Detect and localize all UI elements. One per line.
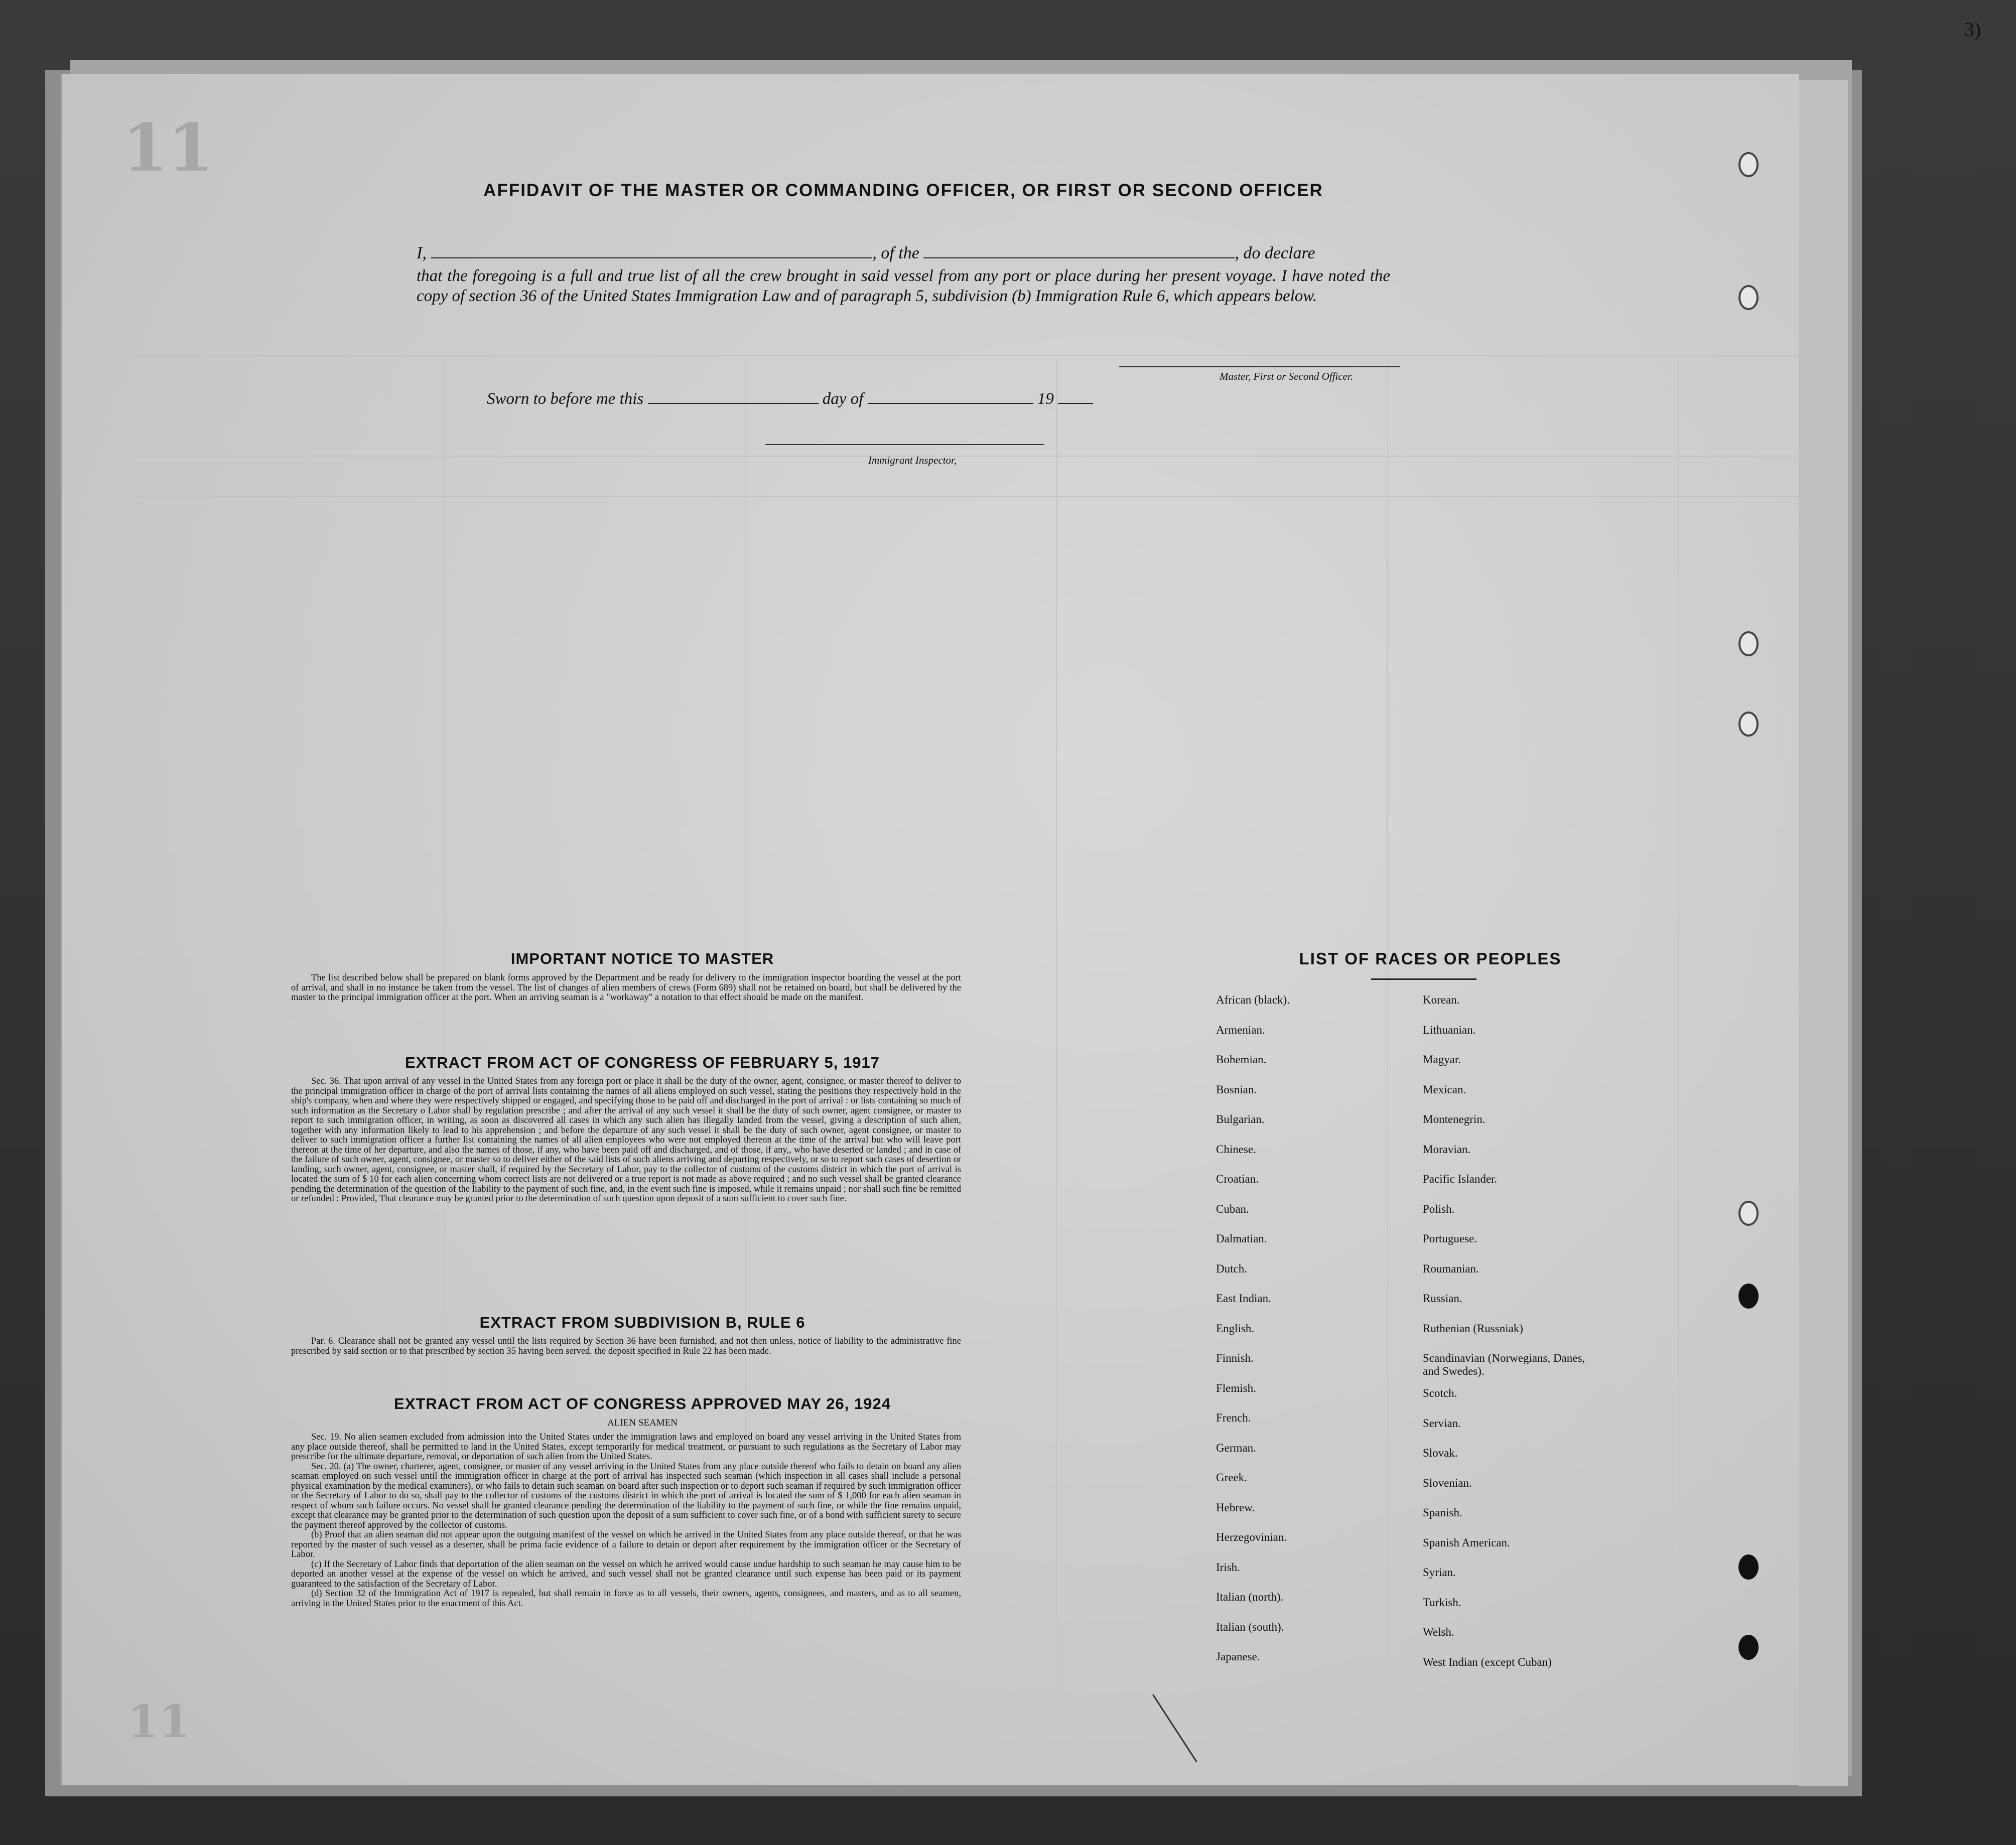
race-item: Spanish.	[1423, 1506, 1462, 1519]
affidavit-declaration-line	[417, 243, 1315, 263]
race-item: Cuban.	[1216, 1202, 1249, 1215]
ghost-rule	[132, 355, 1799, 356]
rule6-title: EXTRACT FROM SUBDIVISION B, RULE 6	[479, 1314, 805, 1331]
race-item: Servian.	[1423, 1416, 1461, 1430]
sworn-year-blank	[1058, 389, 1093, 404]
notice-title: IMPORTANT NOTICE TO MASTER	[510, 950, 774, 967]
races-title-rule	[1371, 978, 1476, 980]
pencil-mark	[1152, 1694, 1197, 1762]
binding-hole	[1738, 631, 1759, 656]
sworn-label: Sworn to before me this	[487, 390, 644, 408]
extract-1917-title: EXTRACT FROM ACT OF CONGRESS OF FEBRUARY 5, 1917	[405, 1054, 880, 1071]
race-item: Magyar.	[1423, 1053, 1461, 1066]
extract-1924-text	[291, 1433, 961, 1609]
race-item: Irish.	[1216, 1560, 1240, 1574]
race-item: Moravian.	[1423, 1143, 1471, 1156]
race-item: Flemish.	[1216, 1381, 1256, 1394]
notice-paragraph: The list described below shall be prepared on blank forms approved by the Department and be ready for delivery to the immigration inspector boarding the vessel at the port of arrival, and shall in no instance be taken from the vessel. The list of changes of alien members of crews (Form 689) shall not be retained on board, but shall be delivered by the master to the principal immigration officer at the port. When an arriving seaman is a "workaway" a notation to that effect should be made on the manifest.	[291, 973, 961, 1003]
sworn-month-blank	[868, 389, 1033, 404]
extract-1917-text	[291, 1077, 961, 1204]
race-item: Portuguese.	[1423, 1232, 1477, 1245]
notice-text	[291, 973, 961, 1003]
binding-hole	[1738, 712, 1759, 737]
master-caption: Master, First or Second Officer.	[1220, 370, 1353, 382]
race-item: Bosnian.	[1216, 1083, 1257, 1096]
affidavit-body: that the foregoing is a full and true list of all the crew brought in said vessel from any port or place during her present voyage. I have noted the copy of section 36 of the United States Immigration Law and of paragraph 5, subdivision (b) Immigration Rule 6, which appears below.	[417, 267, 1390, 305]
race-item: Welsh.	[1423, 1626, 1454, 1638]
race-item: Mexican.	[1423, 1083, 1466, 1096]
race-item: Armenian.	[1216, 1023, 1265, 1036]
extract-1924-title: EXTRACT FROM ACT OF CONGRESS APPROVED MAY 26, 1924	[394, 1395, 891, 1412]
race-item: Chinese.	[1216, 1143, 1256, 1156]
race-item: Japanese.	[1216, 1650, 1260, 1663]
race-item: Hebrew.	[1216, 1501, 1255, 1514]
race-item: Korean.	[1423, 994, 1460, 1006]
section-19-paragraph: Sec. 19. No alien seamen excluded from admission into the United States under the immigration laws and employed on board any vessel arriving in the United States from any place outside thereof, shall be permitted to land in the United States, except temporarily for medical treatment, or pursuant to such regulations as the Secretary of Labor may prescribe for the ultimate departure, removal, or deportation of such alien from the United States.	[291, 1432, 961, 1462]
race-item: Lithuanian.	[1423, 1023, 1476, 1036]
races-left-column	[1216, 994, 1427, 1680]
race-item: Greek.	[1216, 1471, 1247, 1484]
binding-hole	[1738, 1554, 1759, 1580]
inspector-signature-line	[765, 444, 1044, 445]
binding-hole	[1738, 152, 1759, 177]
master-signature-line	[1119, 366, 1400, 367]
sworn-line	[487, 389, 1139, 408]
section-20b-paragraph: (b) Proof that an alien seaman did not appear upon the outgoing manifest of the vessel on which he arrived in the United States from any place outside thereof, or that he was reported by the master of such vessel as a deserter, shall be prima facie evidence of a failure to detain or deport after requirement by the immigration officer or the Secretary of Labor.	[291, 1530, 961, 1559]
section-20a-paragraph: Sec. 20. (a) The owner, charterer, agent, consignee, or master of any vessel arriving in the United States from any place outside thereof who fails to detain on board any alien seaman employed on such vessel until the immigration officer in charge at the port of arrival has inspected such seaman (which inspection in all cases shall include a personal physical examination by the medical examiners), or who fails to detain such seaman on board after such inspection or to deport such seaman if required by such immigration officer or the Secretary of Labor to do so, shall pay to the collector of customs of the customs district in which the port of arrival is located the sum of $ 1,000 for each alien seaman in respect of whom such failure occurs. No vessel shall be granted clearance pending the determination of the liability to the payment of such fine, or while the fine remains unpaid, except that clearance may be granted prior to the determination of such question upon the deposit of a sum sufficient to cover such fine, or of a bond with sufficient surety to secure the payment thereof approved by the collector of customs.	[291, 1461, 961, 1530]
race-item: English.	[1216, 1322, 1255, 1335]
binding-hole	[1738, 1635, 1759, 1660]
race-item: Croatian.	[1216, 1173, 1259, 1185]
race-item: Dalmatian.	[1216, 1232, 1267, 1245]
race-item: Montenegrin.	[1423, 1113, 1486, 1125]
race-item: Scotch.	[1423, 1387, 1457, 1399]
race-item: African (black).	[1216, 994, 1290, 1006]
race-item: Russian.	[1423, 1292, 1462, 1305]
ghost-rule	[132, 496, 1799, 497]
race-item: Scandinavian (Norwegians, Danes, and Swedes).	[1423, 1352, 1585, 1377]
race-item: Syrian.	[1423, 1566, 1456, 1579]
race-item: French.	[1216, 1411, 1251, 1424]
sworn-year: 19	[1037, 390, 1054, 408]
section-20d-paragraph: (d) Section 32 of the Immigration Act of 1917 is repealed, but shall remain in force as to all vessels, their owners, agents, consignees, and masters, and as to all seamen, arriving in the United States prior to the enactment of this Act.	[291, 1589, 961, 1609]
race-item: Turkish.	[1423, 1596, 1461, 1609]
race-item: Italian (south).	[1216, 1620, 1284, 1633]
race-item: Ruthenian (Russniak)	[1423, 1322, 1523, 1335]
race-item: Spanish American.	[1423, 1536, 1510, 1549]
paragraph-6: Par. 6. Clearance shall not be granted any vessel until the lists required by Section 36 have been furnished, and not then unless, notice of liability to the administrative fine prescribed by said section or to that prescribed by section 35 having been served. the deposit specified in Rule 22 has been made.	[291, 1336, 961, 1356]
race-item: Slovak.	[1423, 1447, 1458, 1459]
affidavit-do-declare: , do declare	[1235, 244, 1315, 262]
race-item: Pacific Islander.	[1423, 1173, 1498, 1185]
alien-seamen-subtitle: ALIEN SEAMEN	[607, 1417, 678, 1428]
section-36-paragraph: Sec. 36. That upon arrival of any vessel in the United States from any foreign port or place it shall be the duty of the owner, agent, consignee, or master thereof to deliver to the principal immigration officer in charge of the port of arrival lists containing the names of all aliens employed on such vessel, stating the positions they respectively hold in the ship's company, when and where they were respectively shipped or engaged, and specifying those to be paid off and discharged in the port of arrival : or lists containing so much of such information as the Secretary o Labor shall by regulation prescribe ; and after the arrival of any such vessel it shall be the duty of such owner, agent consignee, or master to report to such immigration officer, in writing, as soon as discovered all cases in which any such alien has illegally landed from the vessel, giving a description of such alien, together with any information likely to lead to his apprehension ; and before the departure of any such vessel it shall be the duty of such owner, agent consignee, or master to deliver to such immigration officer a further list containing the names of all alien employees who were not employed thereon at the time of the arrival but who will leave port thereon at the time of her departure, and also the names of those, if any, who have been paid off and discharged, and of those, if any,, who have deserted or landed ; and in case of the failure of such owner, agent, consignee, or master so to deliver either of the said lists of such aliens arriving and departing respectively, or so to report such cases of desertion or landing, such owner, agent, consignee, or master shall, if required by the Secretary of Labor, pay to the collector of customs of the customs district in which the port of arrival is located the sum of $ 10 for each alien concerning whom correct lists are not delivered or a true report is not made as above required ; and no such vessel shall be granted clearance pending the determination of the question of the liability to the payment of such fine, and, in the event such fine is imposed, while it remains unpaid ; nor shall such fine be remitted or refunded : Provided, That clearance may be granted prior to the determination of such question upon deposit of a sum sufficient to cover such fine.	[291, 1076, 961, 1204]
sworn-day-of: day of	[822, 390, 864, 408]
race-item: Polish.	[1423, 1202, 1455, 1215]
binding-hole	[1738, 1201, 1759, 1226]
binding-hole	[1738, 285, 1759, 310]
affidavit-i: I,	[417, 244, 427, 262]
affidavit-of-the: , of the	[872, 244, 919, 262]
ghost-sheet-number-top: 11	[122, 109, 213, 186]
rule6-text	[291, 1337, 961, 1356]
name-blank	[431, 243, 872, 258]
sworn-day-blank	[648, 389, 819, 404]
vessel-blank	[923, 243, 1235, 258]
races-right-column	[1423, 994, 1634, 1685]
race-item: Bulgarian.	[1216, 1113, 1265, 1125]
race-item: German.	[1216, 1441, 1256, 1454]
ghost-column-rule	[1678, 360, 1679, 1715]
ghost-column-rule	[1056, 360, 1057, 1715]
race-item: Finnish.	[1216, 1352, 1254, 1364]
race-item: Slovenian.	[1423, 1476, 1472, 1489]
ghost-rule	[132, 456, 1799, 457]
race-item: Dutch.	[1216, 1262, 1247, 1275]
right-page-edge	[1797, 80, 1848, 1786]
race-item: Bohemian.	[1216, 1053, 1267, 1066]
affidavit-title: AFFIDAVIT OF THE MASTER OR COMMANDING OFFICER, OR FIRST OR SECOND OFFICER	[483, 181, 1323, 200]
race-item: Roumanian.	[1423, 1262, 1479, 1275]
page-corner-mark: 3)	[1964, 18, 1981, 41]
races-title: LIST OF RACES OR PEOPLES	[1299, 949, 1562, 968]
section-20c-paragraph: (c) If the Secretary of Labor finds that deportation of the alien seaman on the vessel on which he arrived would cause undue hardship to such seaman he may cause him to be deported an another vessel at the expense of the vessel on which he arrived, and such vessel shall not be granted clearance until such expense has been paid or its payment guaranteed to the satisfaction of the Secretary of Labor.	[291, 1559, 961, 1589]
race-item: West Indian (except Cuban)	[1423, 1655, 1552, 1668]
binding-hole	[1738, 1284, 1759, 1309]
race-item: Italian (north).	[1216, 1591, 1284, 1603]
race-item: East Indian.	[1216, 1292, 1271, 1305]
ghost-sheet-number-bottom: 11	[127, 1695, 191, 1748]
race-item: Herzegovinian.	[1216, 1531, 1287, 1543]
inspector-caption: Immigrant Inspector,	[868, 454, 957, 466]
